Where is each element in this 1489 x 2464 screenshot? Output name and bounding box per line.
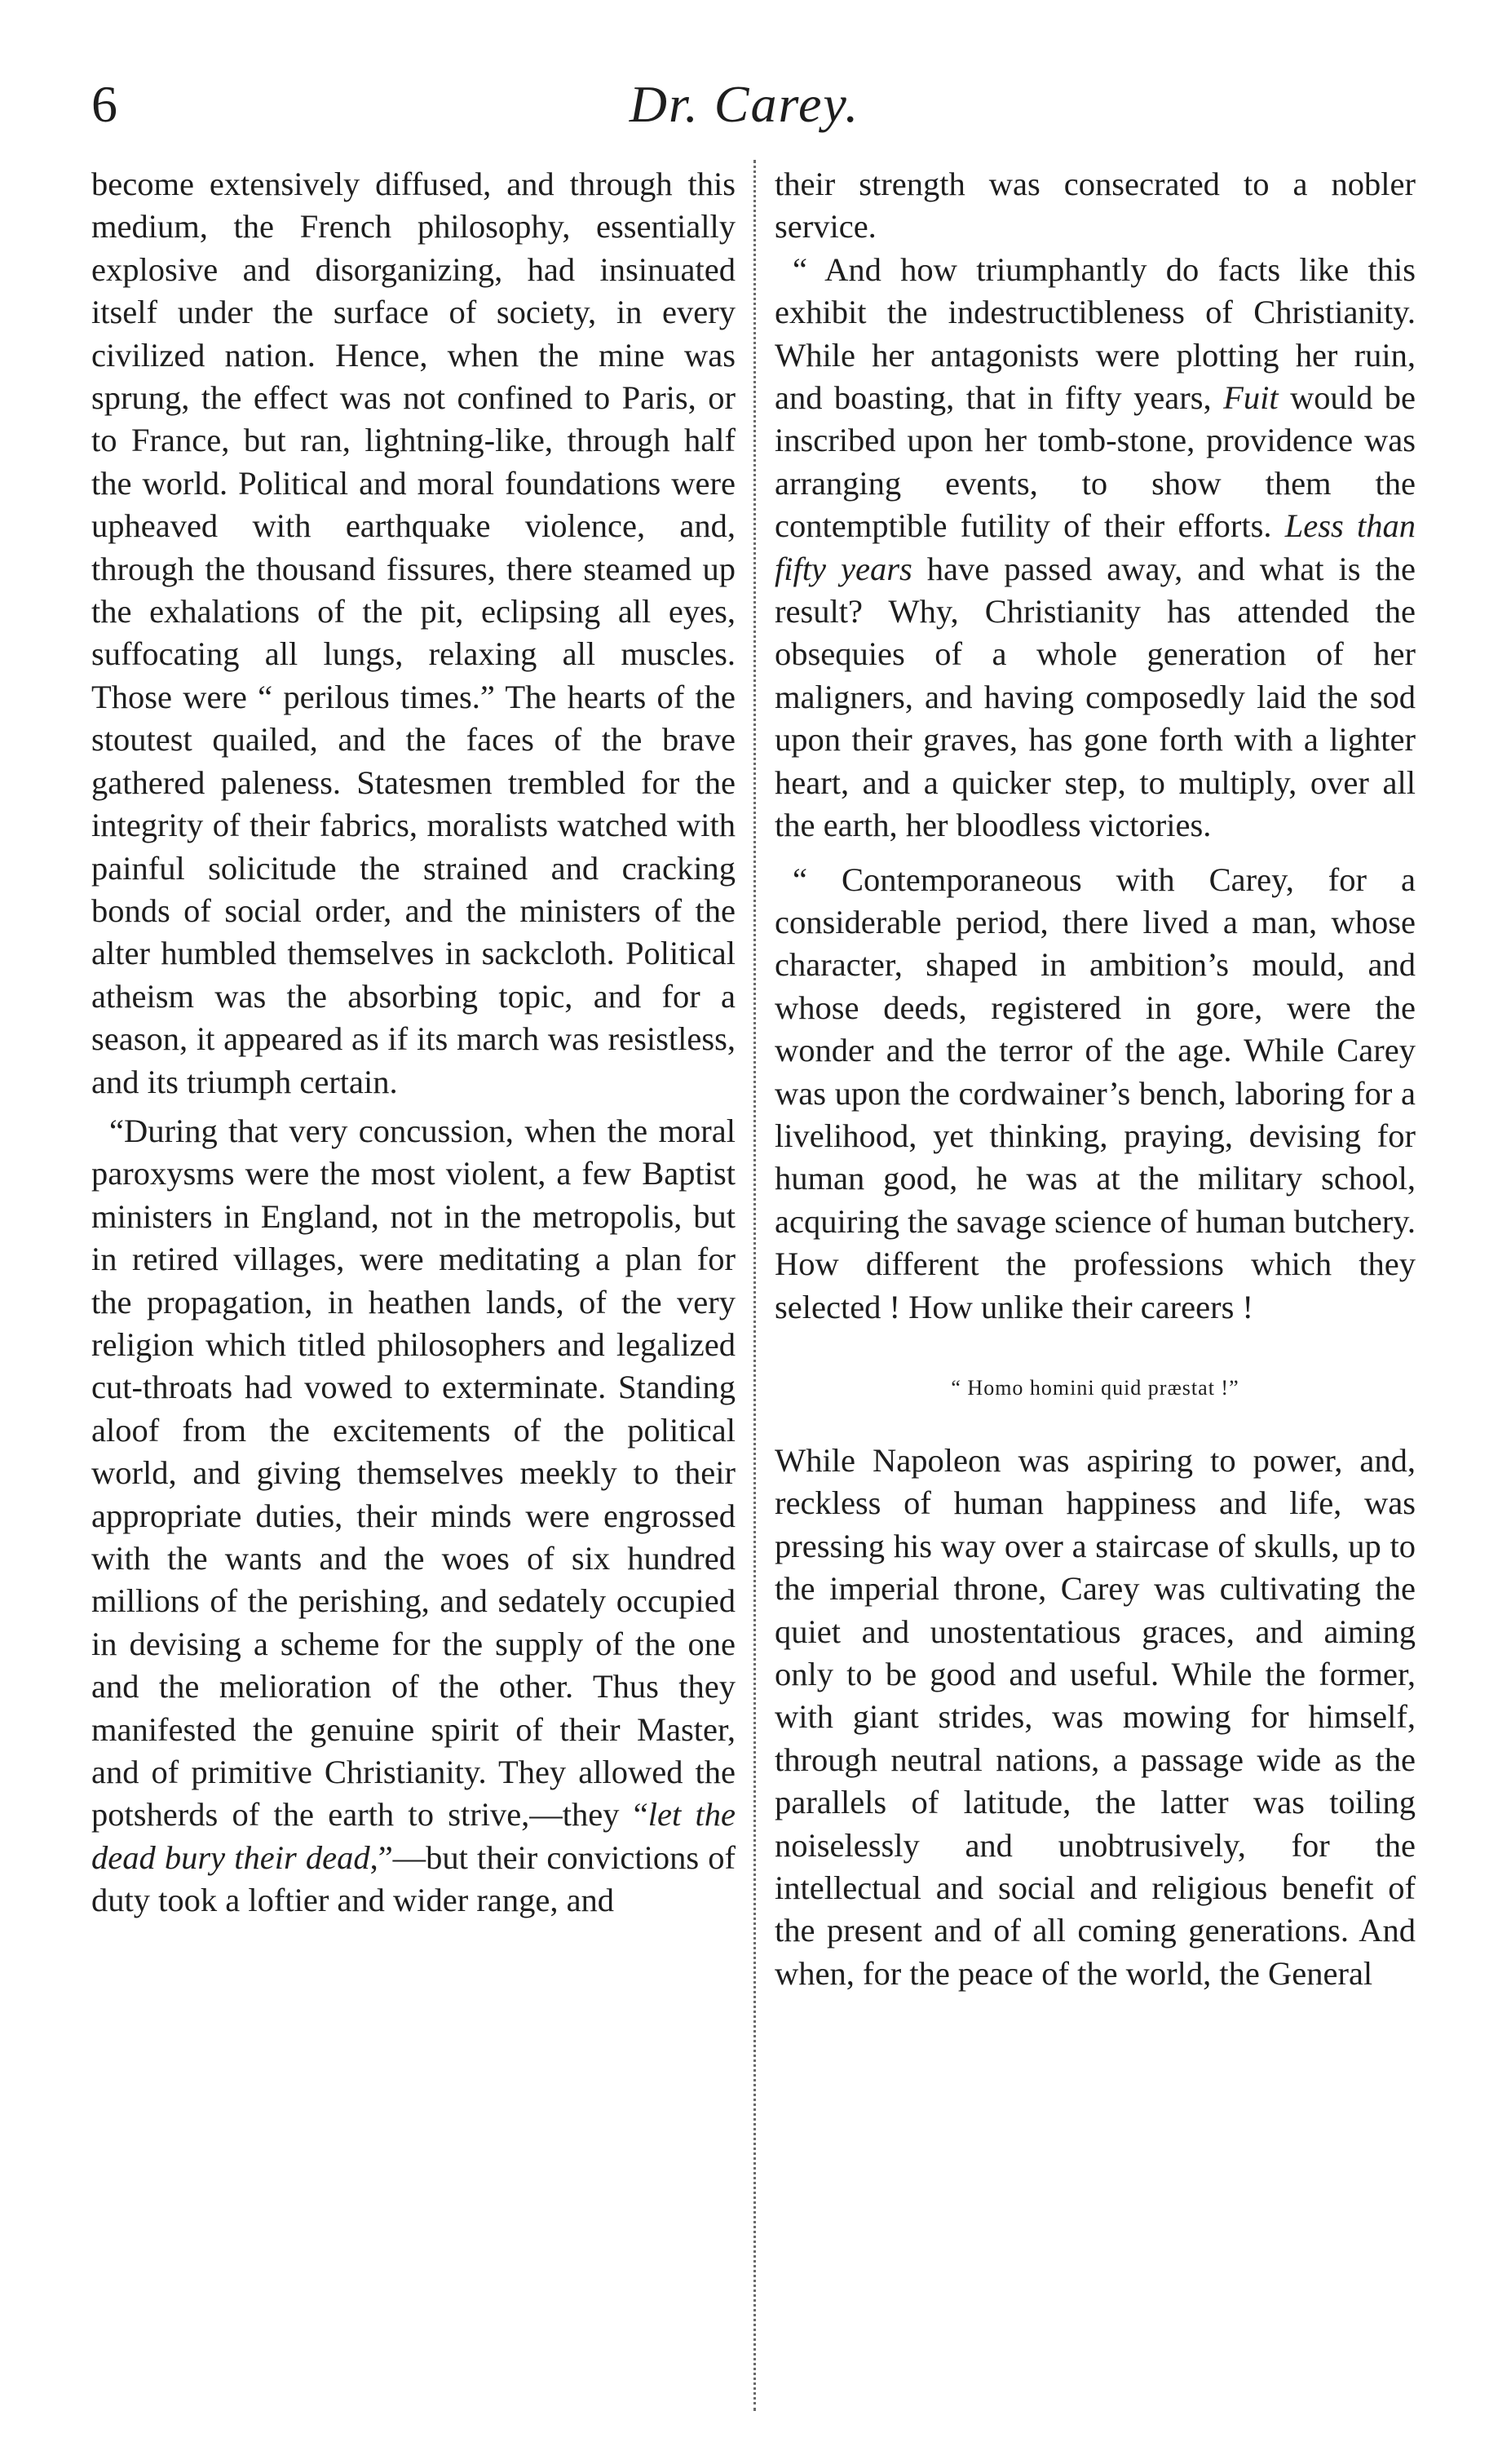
left-paragraph-2 — [91, 1110, 736, 1922]
page-header — [0, 72, 1489, 145]
right-paragraph-3: “ Contemporaneous with Carey, for a considerable period, there lived a man, whose character, shaped in ambition’s mould, and whose deeds, registered in gore, were the wonder and the terror of the age. While Carey was upon the cordwainer’s bench, laboring for a livelihood, yet thinking, praying, devising for human good, he was at the military school, acquiring the savage science of human butchery. How different the professions which they selected ! How unlike their careers ! — [775, 860, 1416, 1325]
column-divider — [753, 160, 756, 2411]
left-column — [91, 163, 736, 1922]
right-paragraph-2-italic-fuit: Fuit — [1223, 379, 1279, 417]
page-number: 6 — [91, 75, 117, 133]
right-paragraph-4: While Napoleon was aspiring to power, and, reckless of human happiness and life, was pressing his way over a staircase of skulls, up to the imperial throne, Carey was cultivating the quiet and unostentatious graces, and aiming only to be good and useful. While the former, with giant strides, was mowing for himself, through neutral nations, a passage wide as the parallels of latitude, the latter was toiling noiselessly and unobtrusively, for the intellectual and social and religious benefit of the present and of all coming generations. And when, for the peace of the world, the General — [775, 1441, 1416, 1992]
left-paragraph-2-text: “During that very concussion, when the moral paroxysms were the most violent, a few Baptist ministers in England, not in the metropolis, but in retired villages, were meditating a plan for the propagation, in heathen lands, of the very religion which titled philosophers and legalized cut-throats had vowed to exterminate. Standing aloof from the excitements of the political world, and giving themselves meekly to their appropriate duties, their minds were engrossed with the wants and the woes of six hundred millions of the perishing, and sedately occupied in devising a scheme for the supply of the one and the melioration of the other. Thus they manifested the genuine spirit of their Master, and of primitive Christianity. They allowed the potsherds of the earth to strive,—they “ — [91, 1112, 736, 1834]
right-column — [775, 163, 1416, 1995]
left-paragraph-2-italic-quote: let the dead bury their dead — [91, 1796, 736, 1876]
right-paragraph-2-text-b: would be inscribed upon her tomb-stone, providence was arranging events, to show them the contemptible futility of their efforts. — [775, 379, 1416, 545]
latin-epigraph: “ Homo homini quid præstat !” — [951, 1375, 1239, 1400]
right-paragraph-2 — [775, 249, 1416, 847]
left-paragraph-1: become extensively diffused, and through this medium, the French philosophy, essentially explosive and disorganizing, had insinuated itself under the surface of society, in every civilized nation. Hence, when the mine was sprung, the effect was not confined to Paris, or to France, but ran, lightning-like, through half the world. Political and moral foundations were upheaved with earthquake violence, and, through the thousand fissures, there steamed up the exhalations of the pit, eclipsing all eyes, suffocating all lungs, relaxing all muscles. Those were “ perilous times.” The hearts of the stoutest quailed, and the faces of the brave gathered paleness. Statesmen trembled for the integrity of their fabrics, moralists watched with painful solicitude the strained and cracking bonds of social order, and the ministers of the alter humbled themselves in sackcloth. Political atheism was the absorbing topic, and for a season, it appeared as if its march was resistless, and its triumph certain. — [91, 166, 736, 1100]
right-paragraph-2-text-c: have passed away, and what is the result? Why, Christianity has attended the obsequies of a whole generation of her maligners, and having composedly laid the sod upon their graves, has gone forth with a lighter heart, and a quicker step, to multiply, over all the earth, her bloodless victories. — [775, 550, 1416, 844]
left-paragraph-2-tail: ,”—but their convictions of duty took a loftier and wider range, and — [91, 1838, 736, 1919]
running-head: Dr. Carey. — [629, 75, 860, 133]
right-paragraph-2-italic-phrase: Less than fifty years — [775, 507, 1416, 587]
right-paragraph-2-text-a: “ And how triumphantly do facts like this exhibit the indestructibleness of Christianity. While her antagonists were plotting her ruin, and boasting, that in fifty years, — [775, 250, 1416, 417]
right-paragraph-1: their strength was consecrated to a nobler service. — [775, 166, 1416, 246]
